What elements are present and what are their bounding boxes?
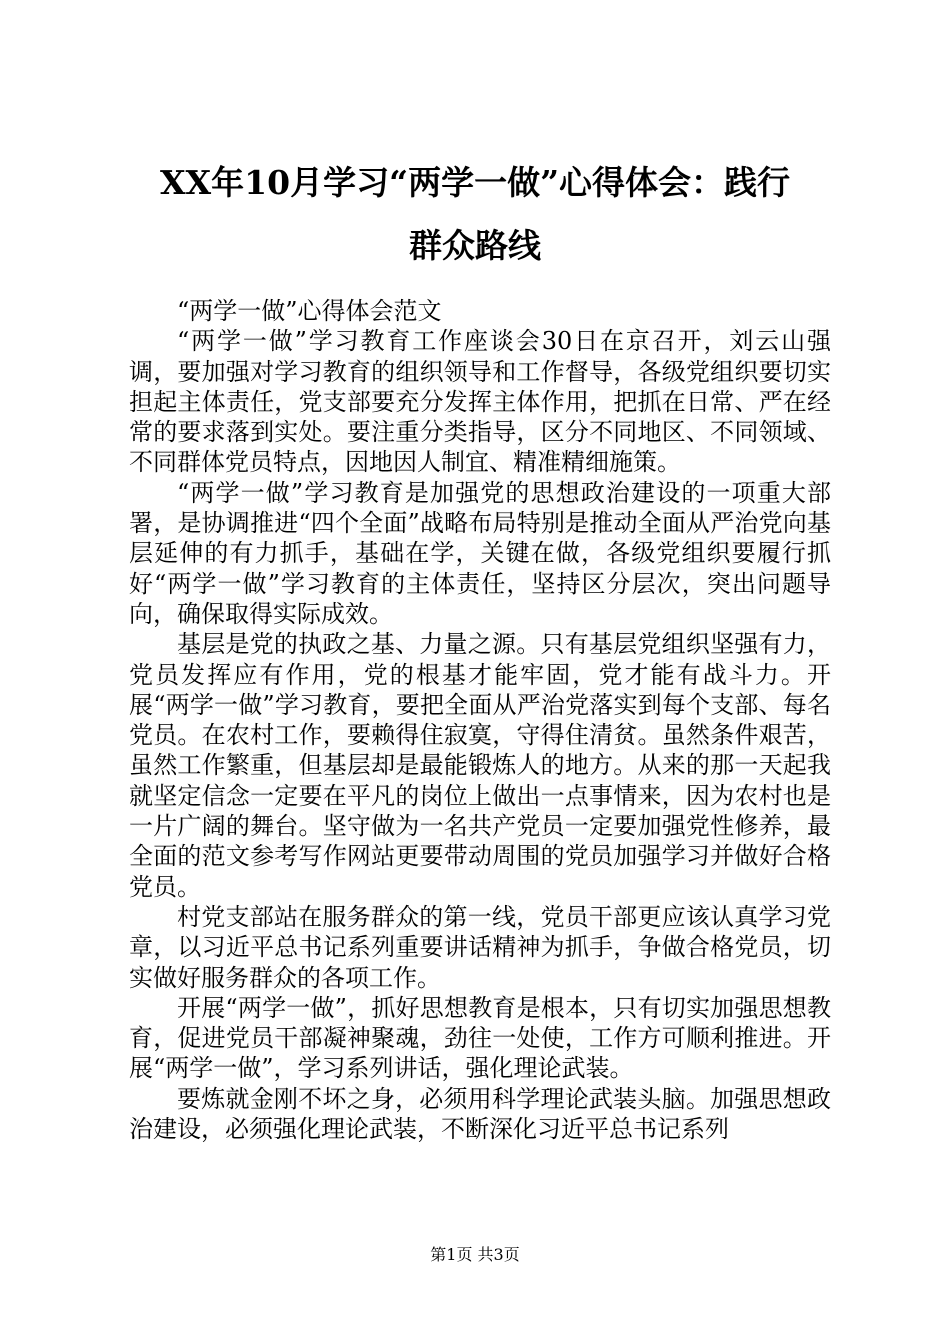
document-title-line-1: XX年10月学习“两学一做”心得体会：践行 (159, 163, 791, 202)
paragraph: 基层是党的执政之基、力量之源。只有基层党组织坚强有力，党员发挥应有作用，党的根基才能牢固，党才能有战斗力。开展“两学一做”学习教育，要把全面从严治党落实到每个支部、每名党员。在农村工作，要赖得住寂寞，守得住清贫。虽然条件艰苦，虽然工作繁重，但基层却是最能锻炼人的地方。从来的那一天起我就坚定信念一定要在平凡的岗位上做出一点事情来，因为农村也是一片广阔的舞台。坚守做为一名共产党员一定要加强党性修养，最全面的范文参考写作网站更要带动周围的党员加强学习并做好合格党员。 (129, 630, 831, 901)
document-title-line-2: 群众路线 (409, 226, 541, 265)
paragraph-subtitle: “两学一做”心得体会范文 (177, 297, 442, 325)
paragraph: 村党支部站在服务群众的第一线，党员干部更应该认真学习党章，以习近平总书记系列重要讲话精神为抓手，争做合格党员，切实做好服务群众的各项工作。 (129, 902, 831, 992)
paragraph: “两学一做”学习教育工作座谈会30日在京召开，刘云山强调，要加强对学习教育的组织领导和工作督导，各级党组织要切实担起主体责任，党支部要充分发挥主体作用，把抓在日常、严在经常的要求落到实处。要注重分类指导，区分不同地区、不同领域、不同群体党员特点，因地因人制宜、精准精细施策。 (129, 327, 831, 477)
paragraph: 要炼就金刚不坏之身，必须用科学理论武装头脑。加强思想政治建设，必须强化理论武装，不断深化习近平总书记系列 (129, 1084, 831, 1144)
paragraph: 开展“两学一做”，抓好思想教育是根本，只有切实加强思想教育，促进党员干部凝神聚魂，劲往一处使，工作方可顺利推进。开展“两学一做”，学习系列讲话，强化理论武装。 (129, 993, 831, 1083)
document-body (129, 296, 831, 1144)
paragraph: “两学一做”学习教育是加强党的思想政治建设的一项重大部署，是协调推进“四个全面”战略布局特别是推动全面从严治党向基层延伸的有力抓手，基础在学，关键在做，各级党组织要履行抓好“两学一做”学习教育的主体责任，坚持区分层次，突出问题导向，确保取得实际成效。 (129, 478, 831, 628)
page-number-footer: 第1页 共3页 (430, 1245, 520, 1264)
